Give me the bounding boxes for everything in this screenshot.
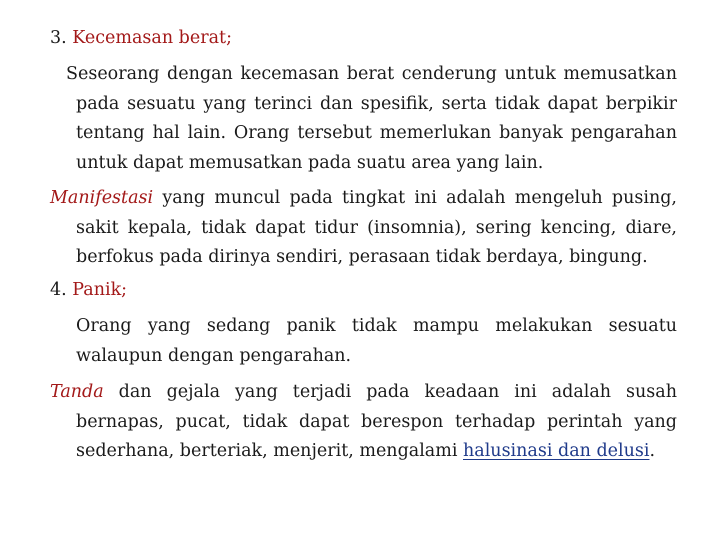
halusinasi-link[interactable]: halusinasi dan delusi [463, 441, 650, 461]
section-3-detail-term: Manifestasi [50, 188, 154, 208]
section-4-heading [50, 276, 127, 306]
section-4-detail-term: Tanda [50, 382, 104, 402]
section-3-heading [50, 24, 232, 54]
section-3-body [50, 60, 677, 178]
section-3-title: Kecemasan berat; [72, 28, 232, 48]
section-3-detail [50, 184, 677, 273]
section-4-detail-end: . [649, 441, 656, 461]
section-4-number: 4. [50, 280, 67, 300]
section-4-detail [50, 378, 677, 467]
section-4-title: Panik; [72, 280, 128, 300]
section-3-body-text: Seseorang dengan kecemasan berat cenderung untuk memusatkan pada sesuatu yang terinci dan spesifik, serta tidak dapat berpikir tentang hal lain. Orang tersebut memerlukan banyak pengarahan untuk dapat memusatkan pada suatu area yang lain. [66, 64, 677, 173]
section-3-detail-text: yang muncul pada tingkat ini adalah mengeluh pusing, sakit kepala, tidak dapat tidur (insomnia), sering kencing, diare, berfokus pada dirinya sendiri, perasaan tidak berdaya, bingung. [76, 188, 677, 267]
section-3-number: 3. [50, 28, 67, 48]
section-4-body-text: Orang yang sedang panik tidak mampu melakukan sesuatu walaupun dengan pengarahan. [76, 316, 677, 366]
section-4-detail-text: dan gejala yang terjadi pada keadaan ini adalah susah bernapas, pucat, tidak dapat berespon terhadap perintah yang sederhana, berteriak, menjerit, mengalami [76, 382, 677, 461]
section-4-body [50, 312, 677, 371]
